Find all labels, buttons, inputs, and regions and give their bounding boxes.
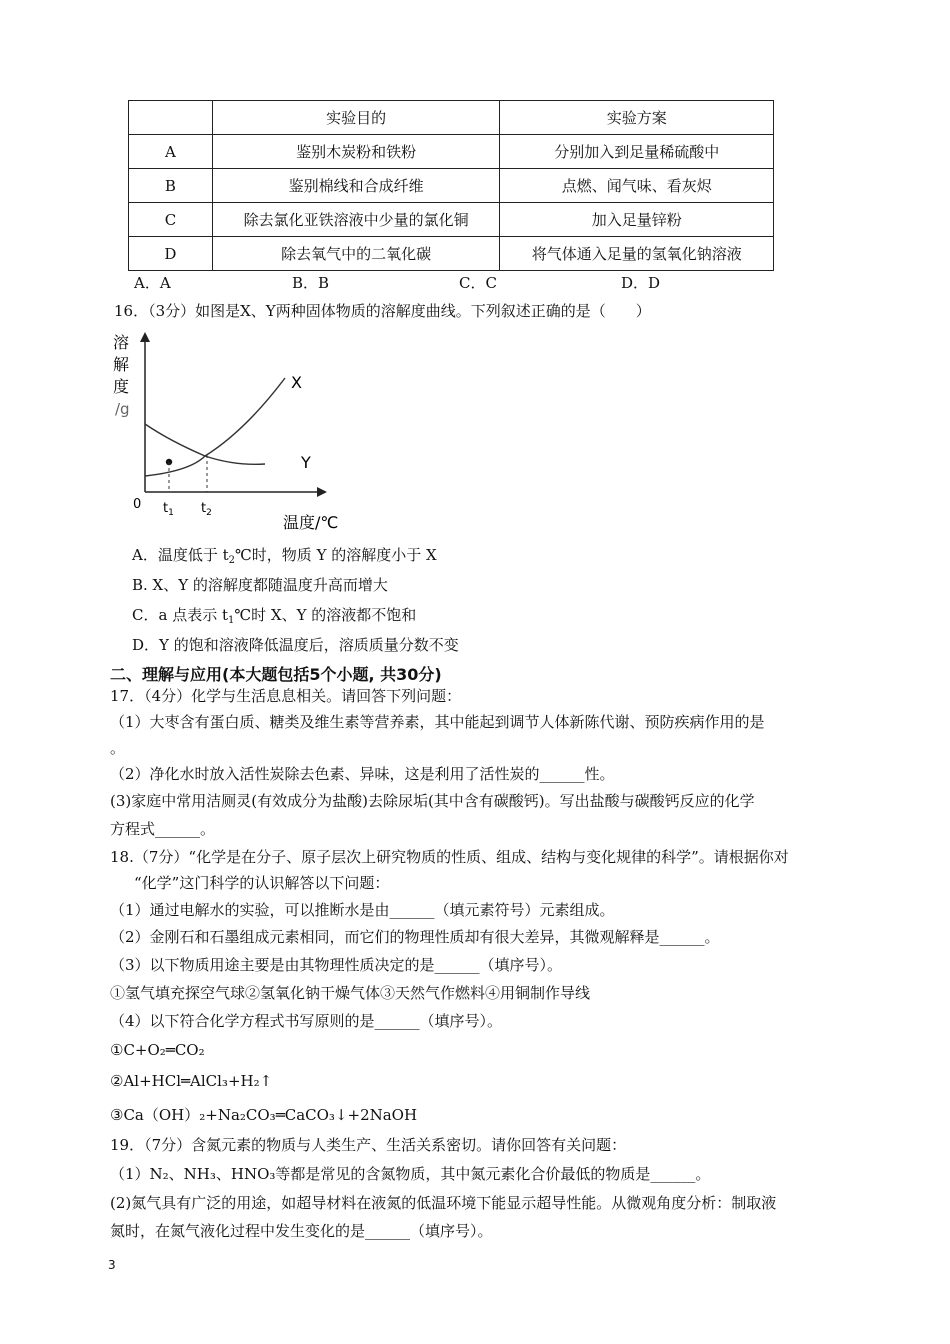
q16-option-b: B. X、Y 的溶解度都随温度升高而增大 [132,576,388,594]
q16-option-a: A．温度低于 $t_2℃$时，物质 Y 的溶解度小于 X [132,546,437,566]
q16-option-d: D．Y 的饱和溶液降低温度后，溶质质量分数不变 [132,636,459,654]
table-cell: 点燃、闻气味、看灰烬 [500,169,774,203]
q18-stem: 18.（7分）“化学是在分子、原子层次上研究物质的性质、组成、结构与变化规律的科学”。请根据你对 [110,848,789,866]
q15-option-d: D．D [621,274,661,292]
table-cell: 将气体通入足量的氢氧化钠溶液 [500,237,774,271]
series-label-x: X [291,373,302,392]
y-axis-arrow [140,332,150,342]
table-row [129,169,774,203]
y-label-char: /g [115,400,130,418]
q16-option-c: C．a 点表示 $t_1℃$时 X、Y 的溶液都不饱和 [132,606,417,626]
x-axis-arrow [317,487,327,497]
q15-option-a: A．A [134,274,171,292]
q18-stem-cont: “化学”这门科学的认识解答以下问题： [134,874,390,892]
q19-part2: (2)氮气具有广泛的用途，如超导材料在液氮的低温环境下能显示超导性能。从微观角度分析：制取液 [110,1194,777,1212]
q18-part4: （4）以下符合化学方程式书写原则的是______（填序号）。 [110,1012,503,1030]
table-row [129,237,774,271]
q18-equation-2: ②Al+HCl═AlCl₃+H₂↑ [110,1072,273,1090]
q17-stem: 17．（4分）化学与生活息息相关。请回答下列问题： [110,687,462,705]
section-heading: 二、理解与应用(本大题包括5个小题, 共30分) [110,665,442,684]
q18-part3: （3）以下物质用途主要是由其物理性质决定的是______（填序号）。 [110,956,563,974]
series-label-y: Y [301,453,311,472]
tick-t2: $t_2$ [201,501,212,518]
q17-part3: (3)家庭中常用洁厕灵(有效成分为盐酸)去除尿垢(其中含有碳酸钙)。写出盐酸与碳酸钙反应的化学 [110,792,755,810]
q17-part2: （2）净化水时放入活性炭除去色素、异味，这是利用了活性炭的______性。 [110,765,615,783]
tick-t1: $t_1$ [163,501,174,518]
table-cell: C [129,203,213,237]
q18-part2: （2）金刚石和石墨组成元素相同，而它们的物理性质却有很大差异，其微观解释是______。 [110,928,720,946]
table-cell: 鉴别棉线和合成纤维 [212,169,500,203]
q17-part1: （1）大枣含有蛋白质、糖类及维生素等营养素，其中能起到调节人体新陈代谢、预防疾病作用的是 [110,713,765,731]
table-header-row [129,101,774,135]
y-label-char: 度 [113,377,130,396]
table-cell: 鉴别木炭粉和铁粉 [212,135,500,169]
table-row [129,203,774,237]
table-cell: 加入足量锌粉 [500,203,774,237]
y-label-char: 解 [113,355,130,374]
q16-stem: 16．（3分）如图是X、Y两种固体物质的溶解度曲线。下列叙述正确的是（ ） [114,302,651,320]
q17-part3-end: 方程式______。 [110,820,216,838]
table-cell: 分别加入到足量稀硫酸中 [500,135,774,169]
q17-part1-end: 。 [110,739,126,757]
q19-part1: （1）N₂、NH₃、HNO₃等都是常见的含氮物质，其中氮元素化合价最低的物质是______。 [110,1165,711,1183]
table-row [129,135,774,169]
table-header-cell [129,101,213,135]
table-cell: A [129,135,213,169]
q18-part1: （1）通过电解水的实验，可以推断水是由______（填元素符号）元素组成。 [110,901,615,919]
table-cell: 除去氧气中的二氧化碳 [212,237,500,271]
q18-equation-1: ①C+O₂═CO₂ [110,1041,205,1059]
table-header-cell: 实验目的 [212,101,500,135]
solubility-chart [105,326,365,536]
q15-option-c: C．C [459,274,497,292]
series-line-y [145,424,265,464]
x-axis-label: 温度/℃ [283,513,339,532]
table-cell: B [129,169,213,203]
table-cell: 除去氯化亚铁溶液中少量的氯化铜 [212,203,500,237]
q19-part2-end: 氮时，在氮气液化过程中发生变化的是______（填序号）。 [110,1222,493,1240]
q18-part3-items: ①氢气填充探空气球②氢氧化钠干燥气体③天然气作燃料④用铜制作导线 [110,984,591,1002]
page-number: 3 [108,1258,116,1272]
q15-option-b: B．B [292,274,330,292]
q19-stem: 19．（7分）含氮元素的物质与人类生产、生活关系密切。请你回答有关问题： [110,1136,627,1154]
table-cell: D [129,237,213,271]
experiment-table [128,100,774,271]
table-header-cell: 实验方案 [500,101,774,135]
origin-label: 0 [133,497,142,512]
y-label-char: 溶 [113,333,130,352]
q18-equation-3: ③Ca（OH）₂+Na₂CO₃═CaCO₃↓+2NaOH [110,1106,418,1124]
